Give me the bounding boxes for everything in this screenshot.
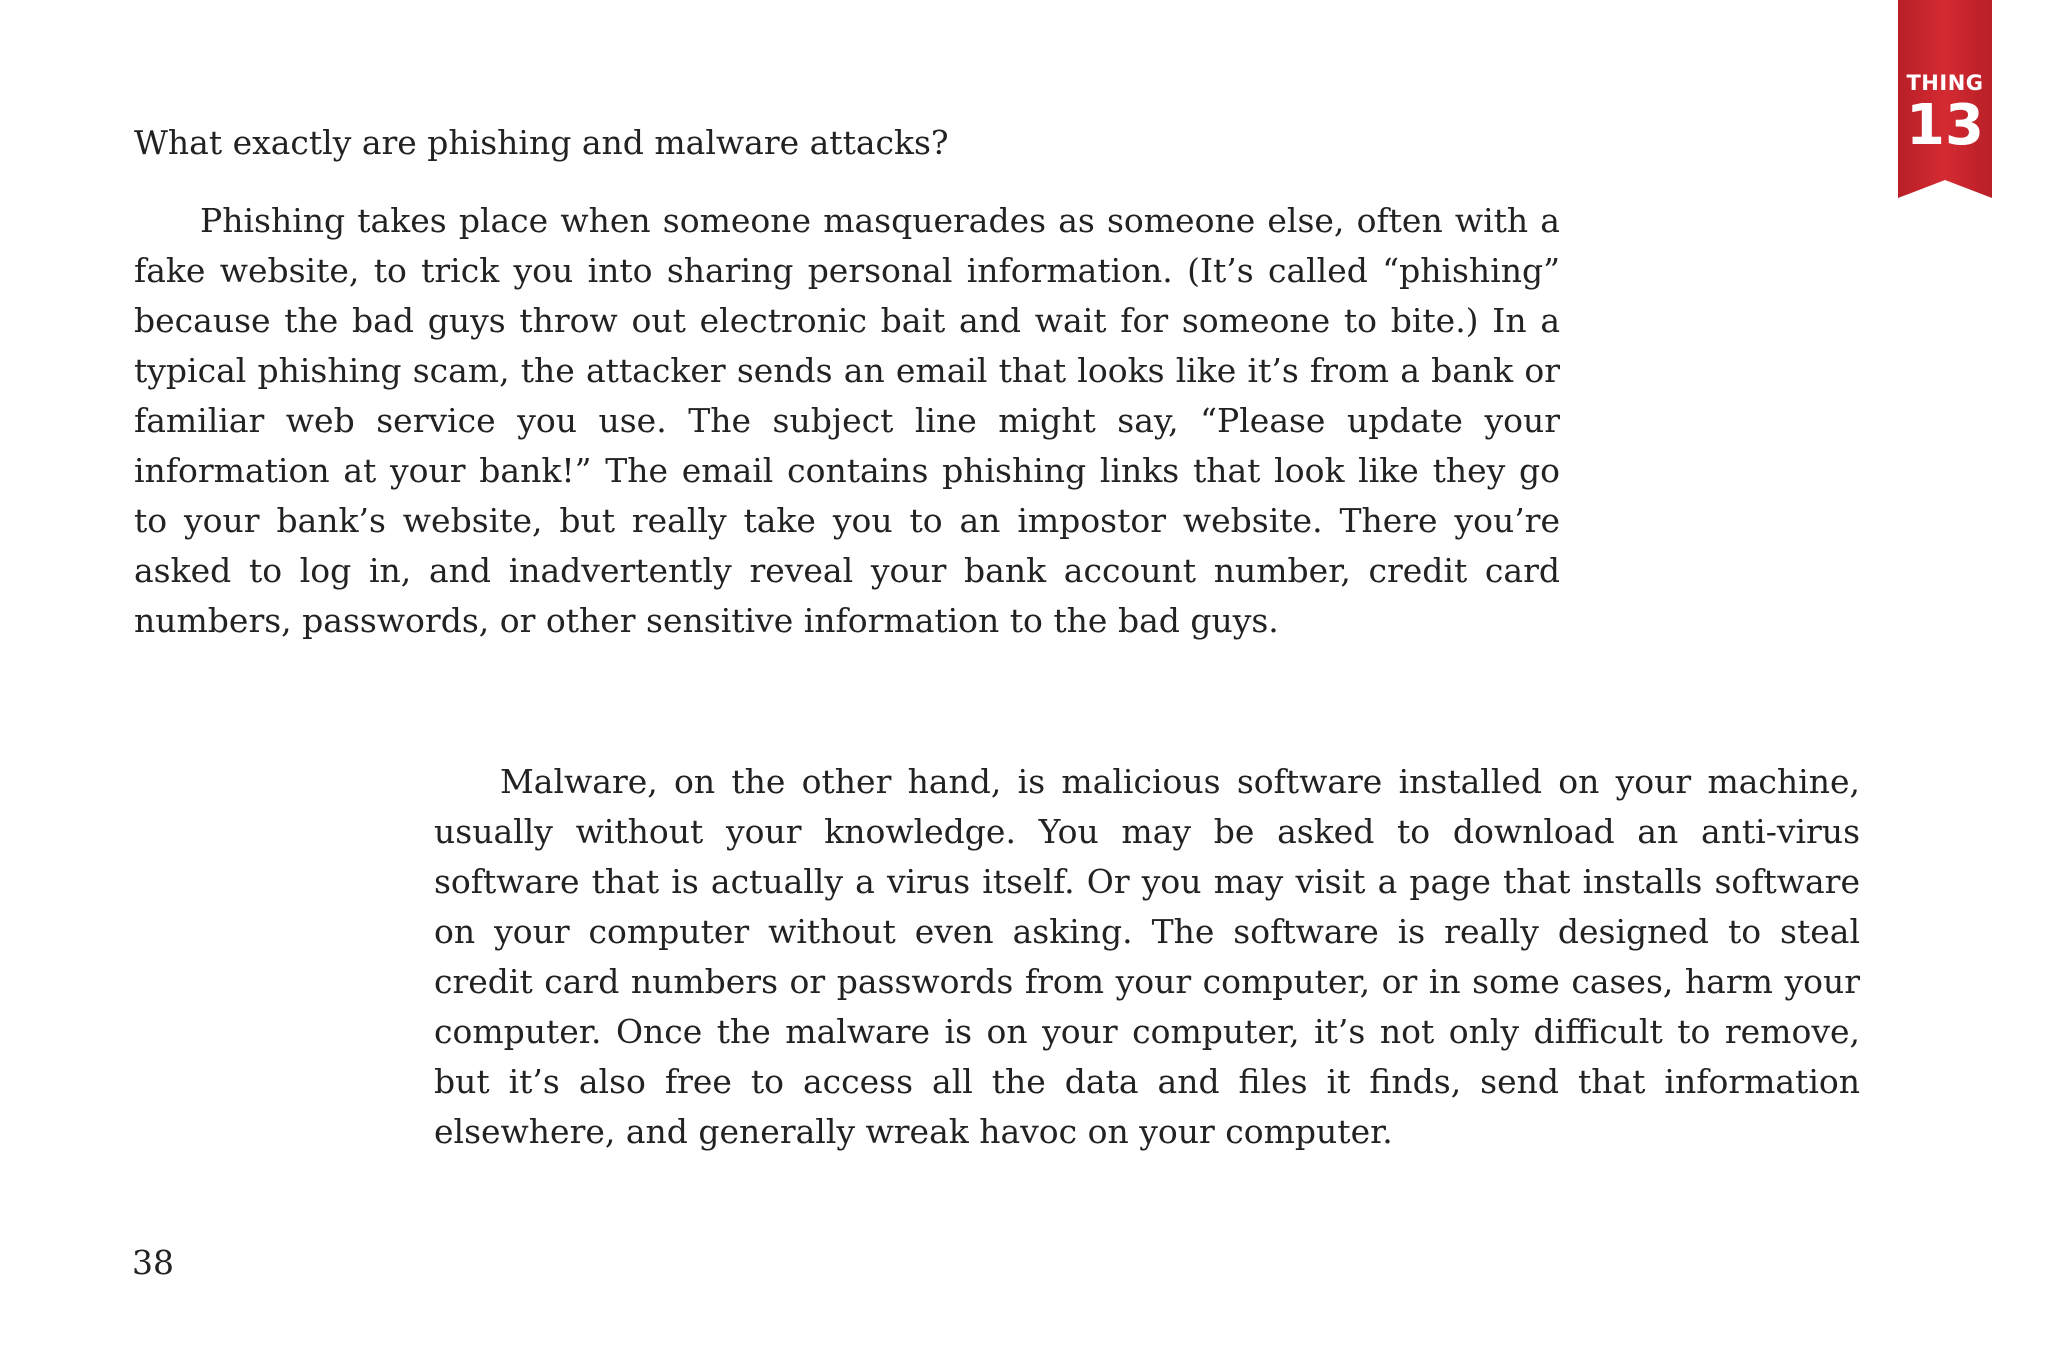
ribbon-label: THING [1906, 71, 1984, 95]
paragraph-phishing: Phishing takes place when someone masquerades as someone else, often with a fake website, to trick you into sharing personal information. (It’s called “phishing” because the bad guys throw out electronic bait and wait for someone to bite.) In a typical phishing scam, the attacker sends an email that looks like it’s from a bank or familiar web service you use. The subject line might say, “Please update your information at your bank!” The email contains phishing links that look like they go to your bank’s website, but really take you to an impostor website. There you’re asked to log in, and inadvertently reveal your bank account number, credit card numbers, passwords, or other sensitive information to the bad guys. [134, 201, 1560, 640]
section-heading: What exactly are phishing and malware attacks? [134, 123, 949, 162]
page-number: 38 [132, 1243, 174, 1282]
paragraph-malware: Malware, on the other hand, is malicious software installed on your machine, usually without your knowledge. You may be asked to download an anti-virus software that is actually a virus itself. Or you may visit a page that installs software on your computer without even asking. The software is really designed to steal credit card numbers or passwords from your computer, or in some cases, harm your computer. Once the malware is on your computer, it’s not only difficult to remove, but it’s also free to access all the data and files it finds, send that information elsewhere, and generally wreak havoc on your computer. [434, 762, 1860, 1151]
ribbon-number: 13 [1906, 93, 1984, 158]
chapter-ribbon [1898, 0, 1992, 198]
